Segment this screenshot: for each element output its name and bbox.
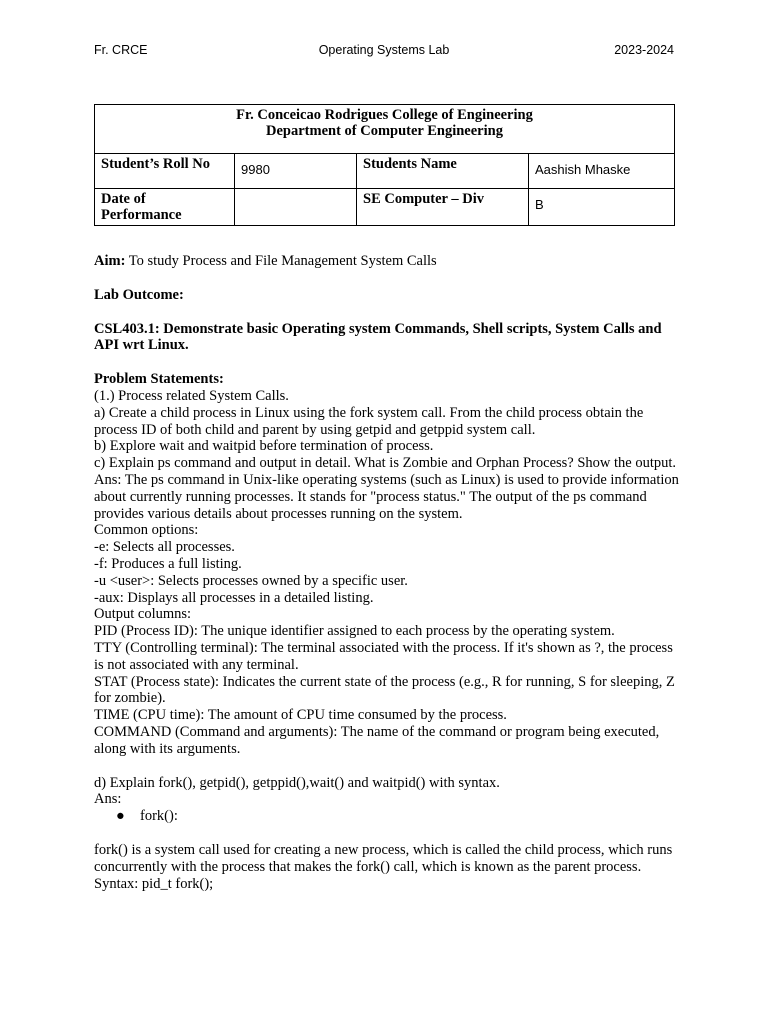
question-d: d) Explain fork(), getpid(), getppid(),wait() and waitpid() with syntax.	[94, 774, 500, 791]
div-label-cell	[357, 189, 529, 226]
roll-value: 9980	[241, 162, 270, 177]
aim-text: To study Process and File Management System Calls	[125, 253, 437, 269]
roll-label-cell	[95, 154, 235, 189]
header-institute: Fr. CRCE	[94, 43, 148, 57]
name-label-cell	[357, 154, 529, 189]
body-line: (1.) Process related System Calls.	[94, 387, 289, 404]
fork-description: fork() is a system call used for creating a new process, which is called the child process, which runs concurrently with the process that makes the fork() call, which is known as the parent process.	[94, 841, 673, 875]
name-value: Aashish Mhaske	[535, 162, 631, 177]
body-line: -aux: Displays all processes in a detailed listing.	[94, 589, 374, 606]
body-line: -f: Produces a full listing.	[94, 555, 242, 572]
roll-value-cell	[235, 154, 357, 189]
bullet-text: fork():	[140, 808, 178, 825]
body-line: TIME (CPU time): The amount of CPU time consumed by the process.	[94, 707, 507, 724]
body-line: COMMAND (Command and arguments): The name of the command or program being executed, along with its arguments.	[94, 723, 660, 757]
body-line: b) Explore wait and waitpid before termination of process.	[94, 438, 434, 455]
college-name: Fr. Conceicao Rodrigues College of Engineering	[236, 107, 533, 123]
header-year: 2023-2024	[614, 43, 674, 57]
body-line: STAT (Process state): Indicates the current state of the process (e.g., R for running, S for sleeping, Z for zombie).	[94, 673, 675, 707]
body-line: c) Explain ps command and output in detail. What is Zombie and Orphan Process? Show the output.	[94, 455, 677, 472]
page-header	[94, 43, 674, 61]
department-name: Department of Computer Engineering	[266, 123, 503, 139]
name-label: Students Name	[363, 156, 457, 172]
problem-statements-heading: Problem Statements:	[94, 371, 224, 388]
body-line: TTY (Controlling terminal): The terminal associated with the process. If it's shown as ?, the process is not associated with any terminal.	[94, 639, 673, 673]
aim-label: Aim:	[94, 253, 126, 269]
body-line: Output columns:	[94, 606, 192, 623]
name-value-cell	[529, 154, 675, 189]
fork-syntax: Syntax: pid_t fork();	[94, 875, 214, 892]
body-line: Common options:	[94, 522, 199, 539]
date-label-cell	[95, 189, 235, 226]
college-title-cell	[95, 105, 675, 154]
lab-outcome-heading: Lab Outcome:	[94, 286, 184, 303]
div-value: B	[535, 197, 544, 212]
body-line: a) Create a child process in Linux using the fork system call. From the child process obtain the process ID of both child and parent by using getpid and getppid system call.	[94, 404, 644, 438]
date-value-cell	[235, 189, 357, 226]
bullet-icon: ●	[116, 808, 125, 825]
header-course: Operating Systems Lab	[318, 43, 450, 57]
div-value-cell	[529, 189, 675, 226]
body-line: -e: Selects all processes.	[94, 539, 235, 556]
body-line: -u <user>: Selects processes owned by a specific user.	[94, 572, 408, 589]
body-line: PID (Process ID): The unique identifier assigned to each process by the operating system.	[94, 623, 615, 640]
student-info-table	[94, 104, 675, 226]
outcome-statement: CSL403.1: Demonstrate basic Operating system Commands, Shell scripts, System Calls and API wrt Linux.	[94, 320, 662, 354]
roll-label: Student’s Roll No	[101, 156, 211, 172]
date-value	[241, 191, 350, 197]
answer-label: Ans:	[94, 791, 122, 808]
aim-line	[94, 253, 684, 270]
body-line: Ans: The ps command in Unix-like operating systems (such as Linux) is used to provide information about currently running processes. It stands for "process status." The output of the ps command provides various details about processes running on the system.	[94, 471, 679, 522]
list-item	[94, 808, 684, 825]
document-body	[94, 253, 684, 892]
div-label: SE Computer – Div	[363, 191, 484, 207]
date-label: Date of Performance	[101, 191, 182, 223]
